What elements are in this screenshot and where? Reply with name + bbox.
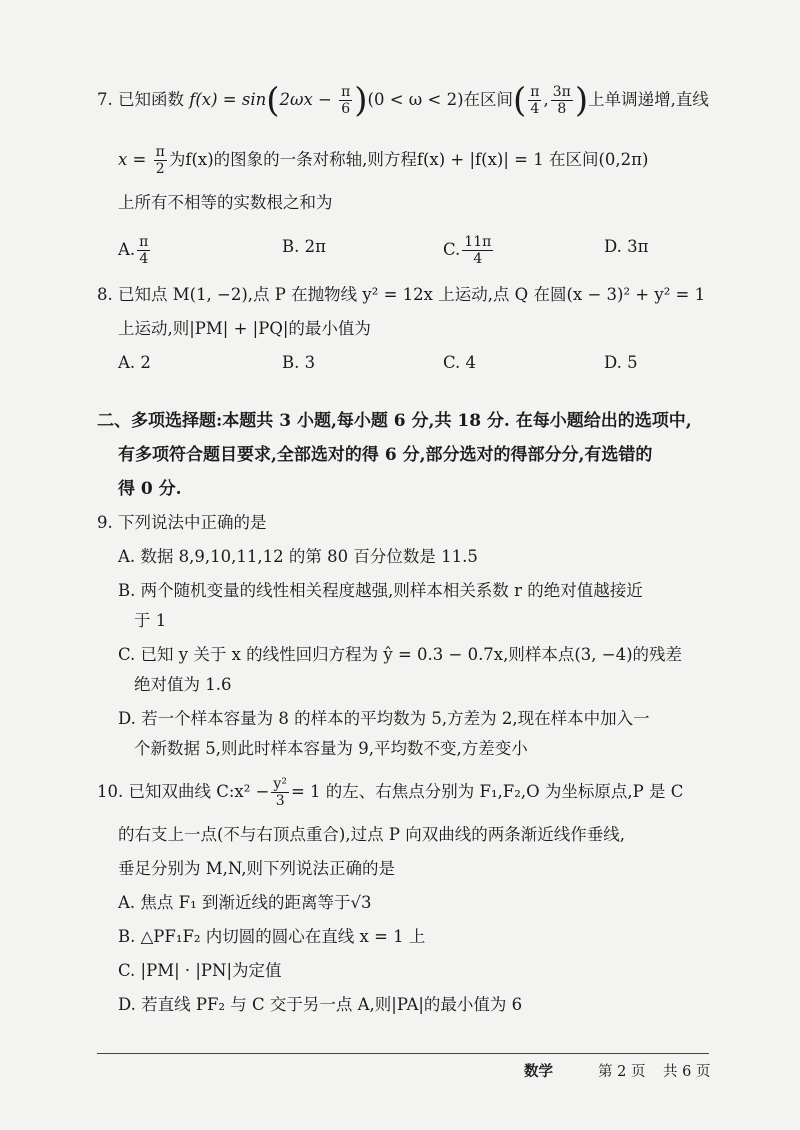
q7-frac-pi-6 <box>339 84 352 117</box>
q7-condition: (0 < ω < 2)在区间 <box>367 90 514 109</box>
frac-den: 3 <box>275 793 285 809</box>
option-frac <box>462 234 493 267</box>
q8-option-a: A. 2 <box>118 353 151 372</box>
frac-den: 4 <box>473 251 483 267</box>
frac-den: 4 <box>139 251 149 267</box>
q10-frac-y2-3 <box>271 776 289 809</box>
frac-num: π <box>155 144 165 160</box>
q8-line-2: 上运动,则|PM| + |PQ|的最小值为 <box>118 319 371 338</box>
section-2-header-line-3: 得 0 分. <box>118 479 182 499</box>
paren-close: ) <box>354 80 368 121</box>
paren-open: ( <box>513 80 527 121</box>
footer-subject: 数学 <box>524 1063 553 1080</box>
q7-option-b: B. 2π <box>282 237 326 256</box>
q9-option-c-line-1: C. 已知 y 关于 x 的线性回归方程为 ŷ = 0.3 − 0.7x,则样本点(3, −4)的残差 <box>118 645 683 664</box>
q9-option-d-line-2: 个新数据 5,则此时样本容量为 9,平均数不变,方差变小 <box>134 739 528 758</box>
frac-den: 6 <box>341 101 351 117</box>
q9-option-c-line-2: 绝对值为 1.6 <box>134 675 232 694</box>
paren-close: ) <box>574 80 589 121</box>
q7-frac-pi-2 <box>154 144 167 177</box>
frac-num: y² <box>273 776 287 792</box>
q9-option-b-line-2: 于 1 <box>134 611 167 630</box>
q8-option-c: C. 4 <box>443 353 477 372</box>
q7-arg: 2ωx − <box>279 90 332 109</box>
q7-option-a <box>118 234 152 267</box>
q7-frac-3pi-8 <box>551 84 573 117</box>
q8-option-b: B. 3 <box>282 353 316 372</box>
q9-option-a: A. 数据 8,9,10,11,12 的第 80 百分位数是 11.5 <box>118 547 478 566</box>
q10-option-d: D. 若直线 PF₂ 与 C 交于另一点 A,则|PA|的最小值为 6 <box>118 995 523 1014</box>
q10-line-1 <box>97 776 683 809</box>
q7-func: f(x) = sin <box>189 90 267 109</box>
q9-option-b-line-1: B. 两个随机变量的线性相关程度越强,则样本相关系数 r 的绝对值越接近 <box>118 581 643 600</box>
paren-open: ( <box>266 80 280 121</box>
frac-den: 8 <box>557 101 567 117</box>
q7-option-c <box>443 234 495 267</box>
footer-total-pages: 共 6 页 <box>663 1064 711 1080</box>
q9-option-d-line-1: D. 若一个样本容量为 8 的样本的平均数为 5,方差为 2,现在样本中加入一 <box>118 709 650 728</box>
q8-option-d: D. 5 <box>604 353 638 372</box>
option-frac <box>137 234 150 267</box>
frac-den: 4 <box>530 101 540 117</box>
q7-text-end: 上单调递增,直线 <box>588 90 709 109</box>
q10-option-a: A. 焦点 F₁ 到渐近线的距离等于√3 <box>118 893 372 912</box>
q8-line-1: 8. 已知点 M(1, −2),点 P 在抛物线 y² = 12x 上运动,点 Q 在圆(x − 3)² + y² = 1 <box>97 285 706 304</box>
q10-line-2: 的右支上一点(不与右顶点重合),过点 P 向双曲线的两条渐近线作垂线, <box>118 825 625 844</box>
option-label: C. <box>443 240 461 259</box>
frac-den: 2 <box>155 161 165 177</box>
q10-option-b: B. △PF₁F₂ 内切圆的圆心在直线 x = 1 上 <box>118 927 426 946</box>
frac-num: π <box>530 84 540 100</box>
q7-x-eq: x = <box>118 150 147 169</box>
q7-line-3: 上所有不相等的实数根之和为 <box>118 193 333 212</box>
section-2-header-line-1: 二、多项选择题:本题共 3 小题,每小题 6 分,共 18 分. 在每小题给出的选项中, <box>97 411 692 431</box>
frac-num: π <box>341 84 351 100</box>
option-label: A. <box>118 240 136 259</box>
q9-stem: 9. 下列说法中正确的是 <box>97 513 267 532</box>
frac-num: 11π <box>464 234 492 250</box>
q10-text-end: = 1 的左、右焦点分别为 F₁,F₂,O 为坐标原点,P 是 C <box>290 782 684 801</box>
q10-option-c: C. |PM| · |PN|为定值 <box>118 961 282 980</box>
q10-line-3: 垂足分别为 M,N,则下列说法正确的是 <box>118 859 396 878</box>
q7-line-2 <box>118 144 648 177</box>
frac-num: 3π <box>552 84 571 100</box>
q7-text: 7. 已知函数 <box>97 90 184 109</box>
section-2-header-line-2: 有多项符合题目要求,全部选对的得 6 分,部分选对的得部分分,有选错的 <box>118 445 653 465</box>
footer-page-number: 第 2 页 <box>598 1064 646 1080</box>
q7-option-d: D. 3π <box>604 237 649 256</box>
q10-text: 10. 已知双曲线 C:x² − <box>97 782 270 801</box>
q7-text-2: 为f(x)的图象的一条对称轴,则方程f(x) + |f(x)| = 1 在区间(0,2π) <box>168 150 649 169</box>
frac-num: π <box>139 234 149 250</box>
footer-divider <box>97 1053 709 1054</box>
q7-frac-pi-4 <box>528 84 541 117</box>
q7-line-1: 7. 已知函数 f(x) = sin(2ωx − $\frac{\pi}{6}$ )(0 < ω < 2)在区间( $\frac{\pi}{4}$ , $\frac{3\pi}{8}$ )上单调递增,直线 <box>97 80 709 121</box>
